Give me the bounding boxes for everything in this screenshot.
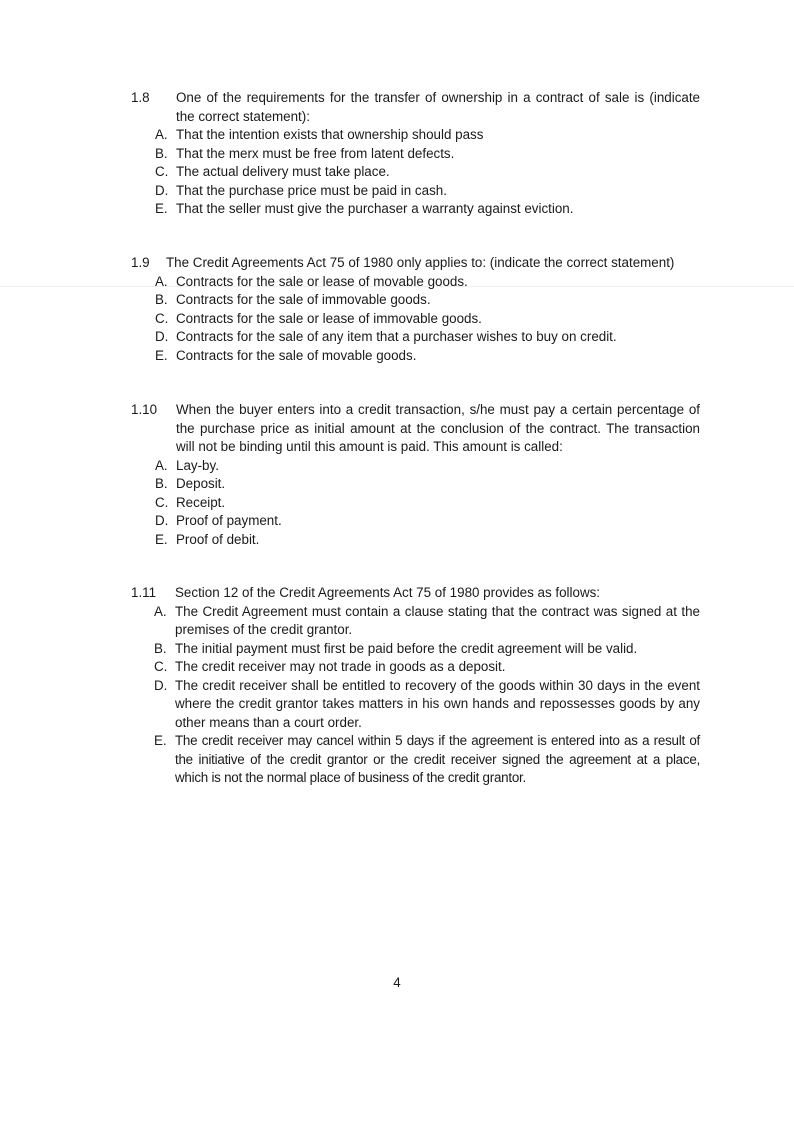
question-stem <box>131 89 700 126</box>
option-b <box>155 291 700 310</box>
option-c <box>155 163 700 182</box>
option-text: The credit receiver may cancel within 5 days if the agreement is entered into as a result of the initiative of the credit grantor or the credit receiver signed the agreement at a place, which is not the normal place of business of the credit grantor. <box>175 733 700 785</box>
option-text: Proof of debit. <box>176 531 260 547</box>
option-letter: A. <box>155 273 168 289</box>
question-1-8 <box>0 89 794 219</box>
option-letter: A. <box>155 127 168 142</box>
option-text: The credit receiver may not trade in goods as a deposit. <box>175 659 506 674</box>
question-1-9 <box>0 254 794 365</box>
question-stem <box>131 401 700 457</box>
option-text: Proof of payment. <box>176 513 282 528</box>
option-text: The Credit Agreement must contain a clause stating that the contract was signed at the premises of the credit grantor. <box>175 603 700 637</box>
option-letter: C. <box>155 164 169 179</box>
option-text: Contracts for the sale of movable goods. <box>176 347 417 363</box>
option-letter: B. <box>155 145 168 161</box>
option-b <box>155 145 700 164</box>
option-letter: D. <box>154 677 168 693</box>
option-text: That the purchase price must be paid in cash. <box>176 182 447 198</box>
option-b <box>154 640 700 659</box>
option-letter: E. <box>154 733 167 748</box>
option-text: The credit receiver shall be entitled to recovery of the goods within 30 days in the event where the credit grantor takes matters in his own hands and repossesses goods by any other means than a court order. <box>175 677 700 730</box>
option-e <box>155 200 700 219</box>
option-letter: B. <box>155 292 168 307</box>
option-d <box>155 512 700 531</box>
page-number: 4 <box>393 975 401 990</box>
option-letter: E. <box>155 347 168 363</box>
question-text: When the buyer enters into a credit transaction, s/he must pay a certain percentage of the purchase price as initial amount at the conclusion of the contract. The transaction will not be binding until this amount is paid. This amount is called: <box>176 402 700 454</box>
option-d <box>154 677 700 733</box>
option-text: That the seller must give the purchaser a warranty against eviction. <box>176 201 574 216</box>
option-d <box>155 182 700 201</box>
question-1-11 <box>0 584 794 788</box>
option-text: That the merx must be free from latent defects. <box>176 145 455 161</box>
option-text: Deposit. <box>176 476 226 491</box>
option-letter: E. <box>155 201 168 216</box>
option-text: Contracts for the sale or lease of immovable goods. <box>176 310 482 326</box>
option-e <box>155 531 700 550</box>
option-text: The initial payment must first be paid before the credit agreement will be valid. <box>175 640 638 656</box>
option-a <box>154 603 700 640</box>
option-text: Receipt. <box>176 494 226 510</box>
question-text: One of the requirements for the transfer of ownership in a contract of sale is (indicate the correct statement): <box>176 90 700 124</box>
question-1-10 <box>0 401 794 549</box>
option-letter: B. <box>154 640 167 656</box>
option-a <box>155 273 700 292</box>
option-letter: D. <box>155 329 169 344</box>
option-letter: C. <box>155 494 169 510</box>
option-letter: D. <box>155 182 169 198</box>
option-d <box>155 328 700 347</box>
option-c <box>155 494 700 513</box>
option-b <box>155 475 700 494</box>
option-letter: E. <box>155 531 168 547</box>
option-text: Contracts for the sale or lease of movable goods. <box>176 273 468 289</box>
option-text: Contracts for the sale of any item that a purchaser wishes to buy on credit. <box>176 329 617 344</box>
option-letter: D. <box>155 513 169 528</box>
option-a <box>155 457 700 476</box>
option-text: The actual delivery must take place. <box>176 164 390 179</box>
question-text: The Credit Agreements Act 75 of 1980 only applies to: (indicate the correct statement) <box>166 255 675 270</box>
option-a <box>155 126 700 145</box>
option-text: Contracts for the sale of immovable goods. <box>176 292 431 307</box>
option-e <box>154 732 700 788</box>
question-stem <box>131 254 700 273</box>
option-c <box>154 658 700 677</box>
option-letter: B. <box>155 476 168 491</box>
question-text: Section 12 of the Credit Agreements Act 75 of 1980 provides as follows: <box>175 585 601 600</box>
question-number: 1.11 <box>131 585 157 600</box>
option-text: That the intention exists that ownership should pass <box>176 127 484 142</box>
question-stem <box>131 584 700 603</box>
option-text: Lay-by. <box>176 457 219 473</box>
option-letter: A. <box>155 457 168 473</box>
option-e <box>155 347 700 366</box>
option-letter: C. <box>155 310 169 326</box>
option-letter: A. <box>154 603 167 619</box>
option-letter: C. <box>154 659 168 674</box>
question-number: 1.8 <box>131 90 150 105</box>
question-number: 1.9 <box>131 255 150 270</box>
option-c <box>155 310 700 329</box>
question-number: 1.10 <box>131 402 158 417</box>
